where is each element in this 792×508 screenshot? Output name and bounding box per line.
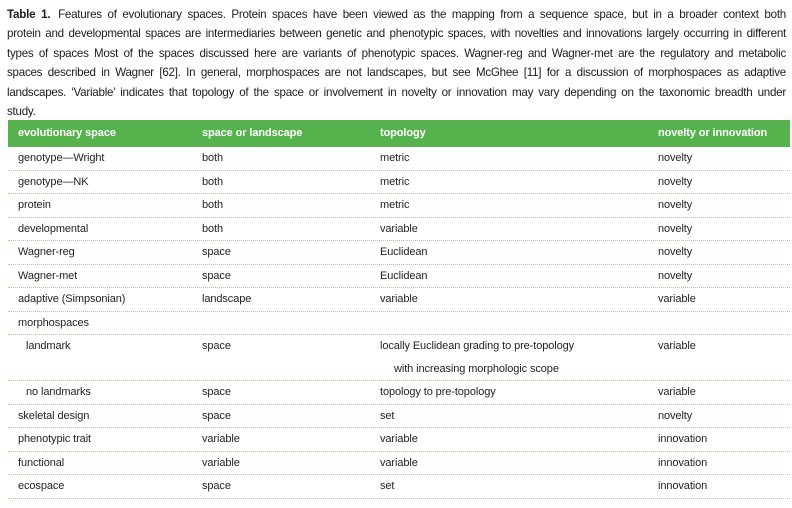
column-header-evolutionary-space: evolutionary space xyxy=(18,127,116,140)
table-row xyxy=(8,265,790,289)
cell-space-or-landscape: space xyxy=(202,246,231,258)
cell-space-or-landscape: space xyxy=(202,386,231,398)
cell-novelty-or-innovation: novelty xyxy=(658,175,693,188)
table-row xyxy=(8,452,790,476)
cell-novelty-or-innovation xyxy=(658,312,790,335)
cell-novelty-or-innovation: innovation xyxy=(658,433,708,445)
cell-evolutionary-space: landmark xyxy=(26,340,71,352)
cell-novelty-or-innovation: innovation xyxy=(658,456,708,469)
cell-space-or-landscape: space xyxy=(202,340,231,352)
cell-topology-line2: with increasing morphologic scope xyxy=(394,362,559,375)
cell-space-or-landscape: space xyxy=(202,409,231,422)
cell-space-or-landscape: space xyxy=(202,269,231,282)
column-header-space-or-landscape: space or landscape xyxy=(202,127,303,140)
cell-topology: topology to pre-topology xyxy=(380,386,496,398)
cell-topology: set xyxy=(380,409,395,422)
cell-topology: metric xyxy=(380,152,410,164)
cell-topology: variable xyxy=(380,222,418,235)
cell-space-or-landscape: both xyxy=(202,199,224,211)
table-row xyxy=(8,381,790,405)
cell-topology: Euclidean xyxy=(380,269,428,282)
table-caption-text: Features of evolutionary spaces. Protein spaces have been viewed as the mapping from a sequence space, but in a broader context both protein and developmental spaces are intermediaries between genetic and phenotypic spaces, with novelties and innovations largely occurring in different types of spaces Most of the spaces discussed here are variants of phenotypic spaces. Wagner-reg and Wagner-met are the regulatory and metabolic spaces described in Wagner [62]. In general, morphospaces are not landscapes, but see McGhee [11] for a discussion of morphospaces as adaptive landscapes. ‘Variable’ indicates that topology of the space or involvement in novelty or innovation may vary depending on the taxonomic breadth under study. xyxy=(7,8,786,119)
cell-evolutionary-space: functional xyxy=(18,456,65,469)
cell-evolutionary-space: skeletal design xyxy=(18,409,90,422)
table-caption-label: Table 1. xyxy=(7,8,51,21)
table-row xyxy=(8,428,790,452)
table-row xyxy=(8,405,790,429)
cell-topology: metric xyxy=(380,175,410,188)
cell-topology xyxy=(380,312,658,335)
cell-topology: set xyxy=(380,480,395,492)
cell-novelty-or-innovation: novelty xyxy=(658,409,693,422)
cell-space-or-landscape: space xyxy=(202,480,231,492)
table-row xyxy=(8,312,790,336)
cell-topology xyxy=(380,335,658,380)
cell-evolutionary-space: ecospace xyxy=(18,480,65,492)
cell-evolutionary-space: no landmarks xyxy=(26,386,91,398)
cell-topology: metric xyxy=(380,199,410,211)
table-header-row xyxy=(8,120,790,147)
cell-space-or-landscape: landscape xyxy=(202,293,252,305)
table-row xyxy=(8,147,790,171)
table-row xyxy=(8,218,790,242)
table-row xyxy=(8,475,790,499)
table-row xyxy=(8,194,790,218)
cell-space-or-landscape: both xyxy=(202,152,224,164)
cell-novelty-or-innovation: variable xyxy=(658,386,696,398)
table-row xyxy=(8,288,790,312)
cell-novelty-or-innovation: novelty xyxy=(658,222,693,235)
column-header-topology: topology xyxy=(380,127,426,140)
features-table xyxy=(8,120,790,499)
cell-novelty-or-innovation: novelty xyxy=(658,246,693,258)
cell-evolutionary-space: phenotypic trait xyxy=(18,433,91,445)
cell-evolutionary-space: morphospaces xyxy=(18,316,89,329)
cell-novelty-or-innovation: variable xyxy=(658,340,696,352)
table-caption xyxy=(7,5,786,121)
cell-space-or-landscape: both xyxy=(202,222,224,235)
cell-novelty-or-innovation: variable xyxy=(658,293,696,305)
cell-novelty-or-innovation: innovation xyxy=(658,480,708,492)
cell-topology: variable xyxy=(380,293,418,305)
cell-topology: variable xyxy=(380,456,418,469)
cell-space-or-landscape: variable xyxy=(202,433,240,445)
cell-novelty-or-innovation: novelty xyxy=(658,269,693,282)
cell-topology: variable xyxy=(380,433,418,445)
cell-evolutionary-space: adaptive (Simpsonian) xyxy=(18,293,126,305)
cell-evolutionary-space: genotype—NK xyxy=(18,175,89,188)
cell-novelty-or-innovation: novelty xyxy=(658,152,693,164)
cell-evolutionary-space: developmental xyxy=(18,222,89,235)
table-row xyxy=(8,335,790,381)
cell-evolutionary-space: Wagner-reg xyxy=(18,246,75,258)
cell-evolutionary-space: protein xyxy=(18,199,51,211)
cell-space-or-landscape xyxy=(202,312,380,335)
table-row xyxy=(8,241,790,265)
cell-space-or-landscape: both xyxy=(202,175,224,188)
cell-topology: Euclidean xyxy=(380,246,428,258)
cell-topology-line1: locally Euclidean grading to pre-topology xyxy=(380,340,575,352)
cell-evolutionary-space: Wagner-met xyxy=(18,269,78,282)
cell-novelty-or-innovation: novelty xyxy=(658,199,693,211)
cell-space-or-landscape: variable xyxy=(202,456,240,469)
table-row xyxy=(8,171,790,195)
cell-evolutionary-space: genotype—Wright xyxy=(18,152,105,164)
column-header-novelty-or-innovation: novelty or innovation xyxy=(658,127,768,140)
